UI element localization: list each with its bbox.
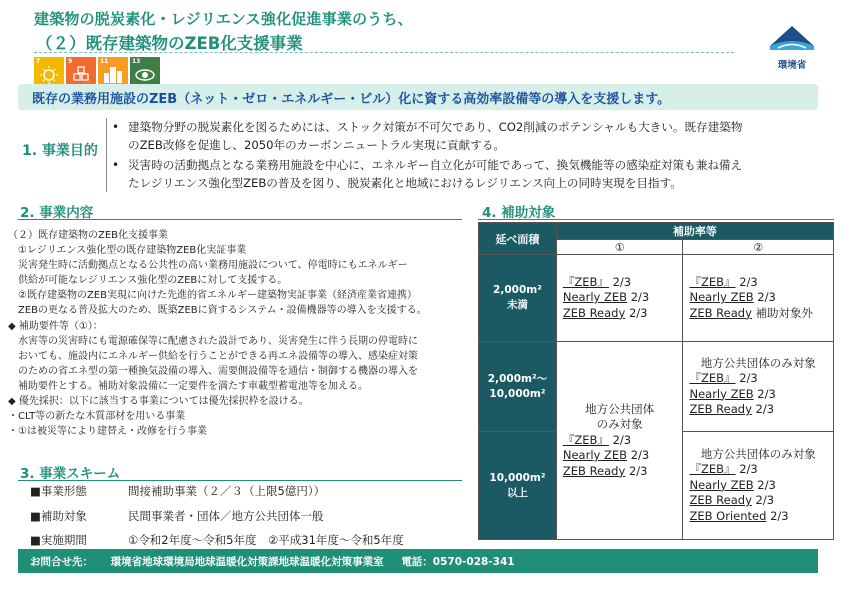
content-line: ZEBの更なる普及拡大のため、既築ZEBに資するシステム・設備機器等の導入を支援する。 — [8, 305, 427, 317]
page-title: （２）既存建築物のZEB化支援事業 — [36, 34, 303, 53]
title-divider — [34, 52, 734, 53]
zeb-rate: 2/3 — [757, 290, 776, 305]
cell-col1-small — [556, 255, 683, 342]
zeb-rate: 2/3 — [757, 386, 776, 401]
zeb-type: ZEB Ready — [689, 402, 752, 416]
ministry-name: 環境省 — [777, 60, 807, 71]
section-content-heading: 2. 事業内容 — [20, 205, 94, 221]
content-line: 供給が可能なレジリエンス強化型のZEBに対して支援する。 — [8, 275, 288, 287]
content-line: （２）既存建築物のZEB化支援事業 — [8, 230, 169, 241]
zeb-rate: 2/3 — [757, 477, 776, 492]
summary-banner: 既存の業務用施設のZEB（ネット・ゼロ・エネルギー・ビル）化に資する高効率設備等の導入を支援します。 — [18, 84, 818, 110]
zeb-type: 『ZEB』 — [689, 371, 736, 385]
scheme-value: 間接補助事業（２／３（上限5億円）） — [128, 484, 326, 498]
scheme-key: ■事業形態 — [30, 484, 87, 498]
bullet-dot: • — [112, 120, 120, 134]
section-content-rule — [18, 219, 462, 220]
content-line: ①レジリエンス強化型の既存建築物ZEB化実証事業 — [8, 245, 247, 257]
zeb-rate: 2/3 — [630, 448, 650, 463]
contact-phone: 電話：0570-028-341 — [401, 556, 515, 568]
header-floor-area: 延べ面積 — [479, 223, 557, 255]
zeb-rate: 2/3 — [630, 290, 650, 305]
subsidy-table — [478, 222, 834, 540]
section-purpose-heading: 1. 事業目的 — [22, 143, 98, 159]
note-local-gov-only: 地方公共団体のみ対象 — [700, 355, 816, 370]
header-subsidy-rate: 補助率等 — [556, 223, 833, 240]
content-line: おいても、施設内にエネルギー供給を行うことができる再エネ設備等の導入、感染症対策 — [8, 350, 418, 362]
sdg-7-icon: 7 — [34, 57, 64, 87]
city-icon — [98, 57, 128, 87]
section-scheme-heading: 3. 事業スキーム — [20, 466, 121, 482]
cell-col1-large — [556, 342, 683, 540]
content-line: のための省エネ型の第一種換気設備の導入、需要側設備等を通信・制御する機器の導入を — [8, 365, 418, 377]
cell-col2-large — [683, 432, 834, 540]
purpose-bullet-1-line-1: 建築物分野の脱炭素化を図るためには、ストック対策が不可欠であり、CO2削減のポテンシャルも大きい。既存建築物 — [128, 120, 743, 134]
note-local-gov: 地方公共団体 — [585, 401, 655, 416]
content-line: 補助要件とする。補助対象設備に一定要件を満たす車載型蓄電池等を加える。 — [8, 380, 368, 392]
scheme-list — [30, 483, 404, 548]
cubes-icon — [66, 57, 96, 87]
zeb-rate: 2/3 — [770, 508, 789, 523]
zeb-rate: 2/3 — [755, 402, 775, 416]
cell-col2-small — [683, 255, 834, 342]
header-col-1: ① — [556, 240, 683, 255]
purpose-bullet-1-line-2: のZEB改修を促進し、2050年のカーボンニュートラル実現に貢献する。 — [128, 138, 506, 152]
header-col-2: ② — [683, 240, 834, 255]
zeb-type: Nearly ZEB — [689, 386, 754, 401]
row-head-large: 10,000m² 以上 — [479, 432, 557, 540]
zeb-type: ZEB Ready — [689, 493, 752, 508]
section-target-rule — [478, 219, 834, 220]
zeb-rate: 2/3 — [628, 305, 648, 320]
content-line: ◆ 補助要件等（①）： — [8, 320, 103, 332]
content-line: 災害発生時に活動拠点となる公共性の高い業務用施設について、停電時にもエネルギー — [8, 260, 408, 272]
sdg-13-icon: 13 — [130, 57, 160, 87]
content-line: ◆ 優先採択：以下に該当する事業については優先採択枠を設ける。 — [8, 396, 309, 408]
zeb-type: ZEB Oriented — [689, 508, 767, 523]
scheme-row — [30, 526, 404, 548]
zeb-type: Nearly ZEB — [689, 290, 754, 305]
title-line-1: 建築物の脱炭素化・レジリエンス強化促進事業のうち、 — [34, 10, 413, 28]
scheme-row — [30, 483, 404, 504]
section-scheme-rule — [18, 480, 462, 481]
content-body — [8, 228, 478, 439]
purpose-bullet-1 — [112, 118, 822, 154]
purpose-bullet-2 — [112, 156, 822, 192]
zeb-rate: 2/3 — [739, 274, 758, 289]
content-line: ②既存建築物のZEB実現に向けた先進的省エネルギー建築物実証事業（経済産業省連携） — [8, 290, 417, 302]
contact-footer — [18, 549, 818, 573]
purpose-bullet-2-line-2: たレジリエンス強化型ZEBの普及を図り、脱炭素化と地域におけるレジリエンス向上の同時実現を目指す。 — [128, 176, 682, 190]
row-head-small: 2,000m² 未満 — [479, 255, 557, 342]
zeb-type: Nearly ZEB — [562, 290, 628, 305]
note-only: のみ対象 — [596, 417, 643, 432]
content-line: ・①は被災等により建替え・改修を行う事業 — [8, 426, 207, 438]
cell-col2-mid — [683, 342, 834, 432]
purpose-bullet-2-line-1: 災害時の活動拠点となる業務用施設を中心に、エネルギー自立化が可能であって、換気機能等の感染症対策も兼ね備え — [128, 158, 743, 172]
zeb-rate: 2/3 — [755, 493, 775, 508]
zeb-rate: 補助対象外 — [755, 305, 814, 320]
zeb-type: Nearly ZEB — [689, 477, 754, 492]
zeb-type: ZEB Ready — [562, 463, 626, 478]
eye-globe-icon — [130, 57, 160, 87]
bullet-dot: • — [112, 158, 120, 172]
section-target-heading: 4. 補助対象 — [482, 205, 556, 221]
zeb-rate: 2/3 — [612, 432, 632, 447]
row-head-mid: 2,000m²～ 10,000m² — [479, 342, 557, 432]
zeb-type: ZEB Ready — [689, 305, 752, 320]
sun-icon — [34, 57, 64, 87]
contact-label: お問合せ先： — [30, 556, 93, 568]
scheme-value: 民間事業者・団体／地方公共団体一般 — [128, 509, 324, 523]
subsidy-table-wrap — [478, 222, 834, 540]
zeb-type: 『ZEB』 — [562, 274, 609, 289]
content-line: 水害等の災害時にも電源確保等に配慮された設計であり、災害発生に伴う長期の停電時に — [8, 335, 418, 347]
zeb-rate: 2/3 — [739, 462, 758, 477]
zeb-type: 『ZEB』 — [689, 462, 736, 477]
zeb-rate: 2/3 — [612, 274, 632, 289]
scheme-key: ■補助対象 — [30, 509, 87, 523]
zeb-rate: 2/3 — [739, 371, 758, 385]
content-line: ・CLT等の新たな木質部材を用いる事業 — [8, 411, 186, 423]
scheme-key: ■実施期間 — [30, 533, 87, 547]
scheme-value: ①令和2年度～令和5年度 ②平成31年度～令和5年度 — [128, 533, 404, 547]
purpose-divider — [106, 118, 107, 192]
zeb-type: ZEB Ready — [562, 305, 626, 320]
contact-office: 環境省地球環境局地球温暖化対策課地球温暖化対策事業室 — [110, 556, 384, 568]
zeb-type: 『ZEB』 — [562, 432, 609, 447]
zeb-type: Nearly ZEB — [562, 448, 628, 463]
sdg-11-icon: 11 — [98, 57, 128, 87]
sdg-9-icon: 9 — [66, 57, 96, 87]
mountain-logo-icon — [768, 24, 816, 52]
sdg-icons — [34, 57, 160, 87]
ministry-logo — [764, 24, 820, 71]
zeb-rate: 2/3 — [628, 463, 648, 478]
zeb-type: 『ZEB』 — [689, 274, 736, 289]
note-local-gov-only: 地方公共団体のみ対象 — [700, 446, 816, 461]
scheme-row — [30, 504, 404, 526]
